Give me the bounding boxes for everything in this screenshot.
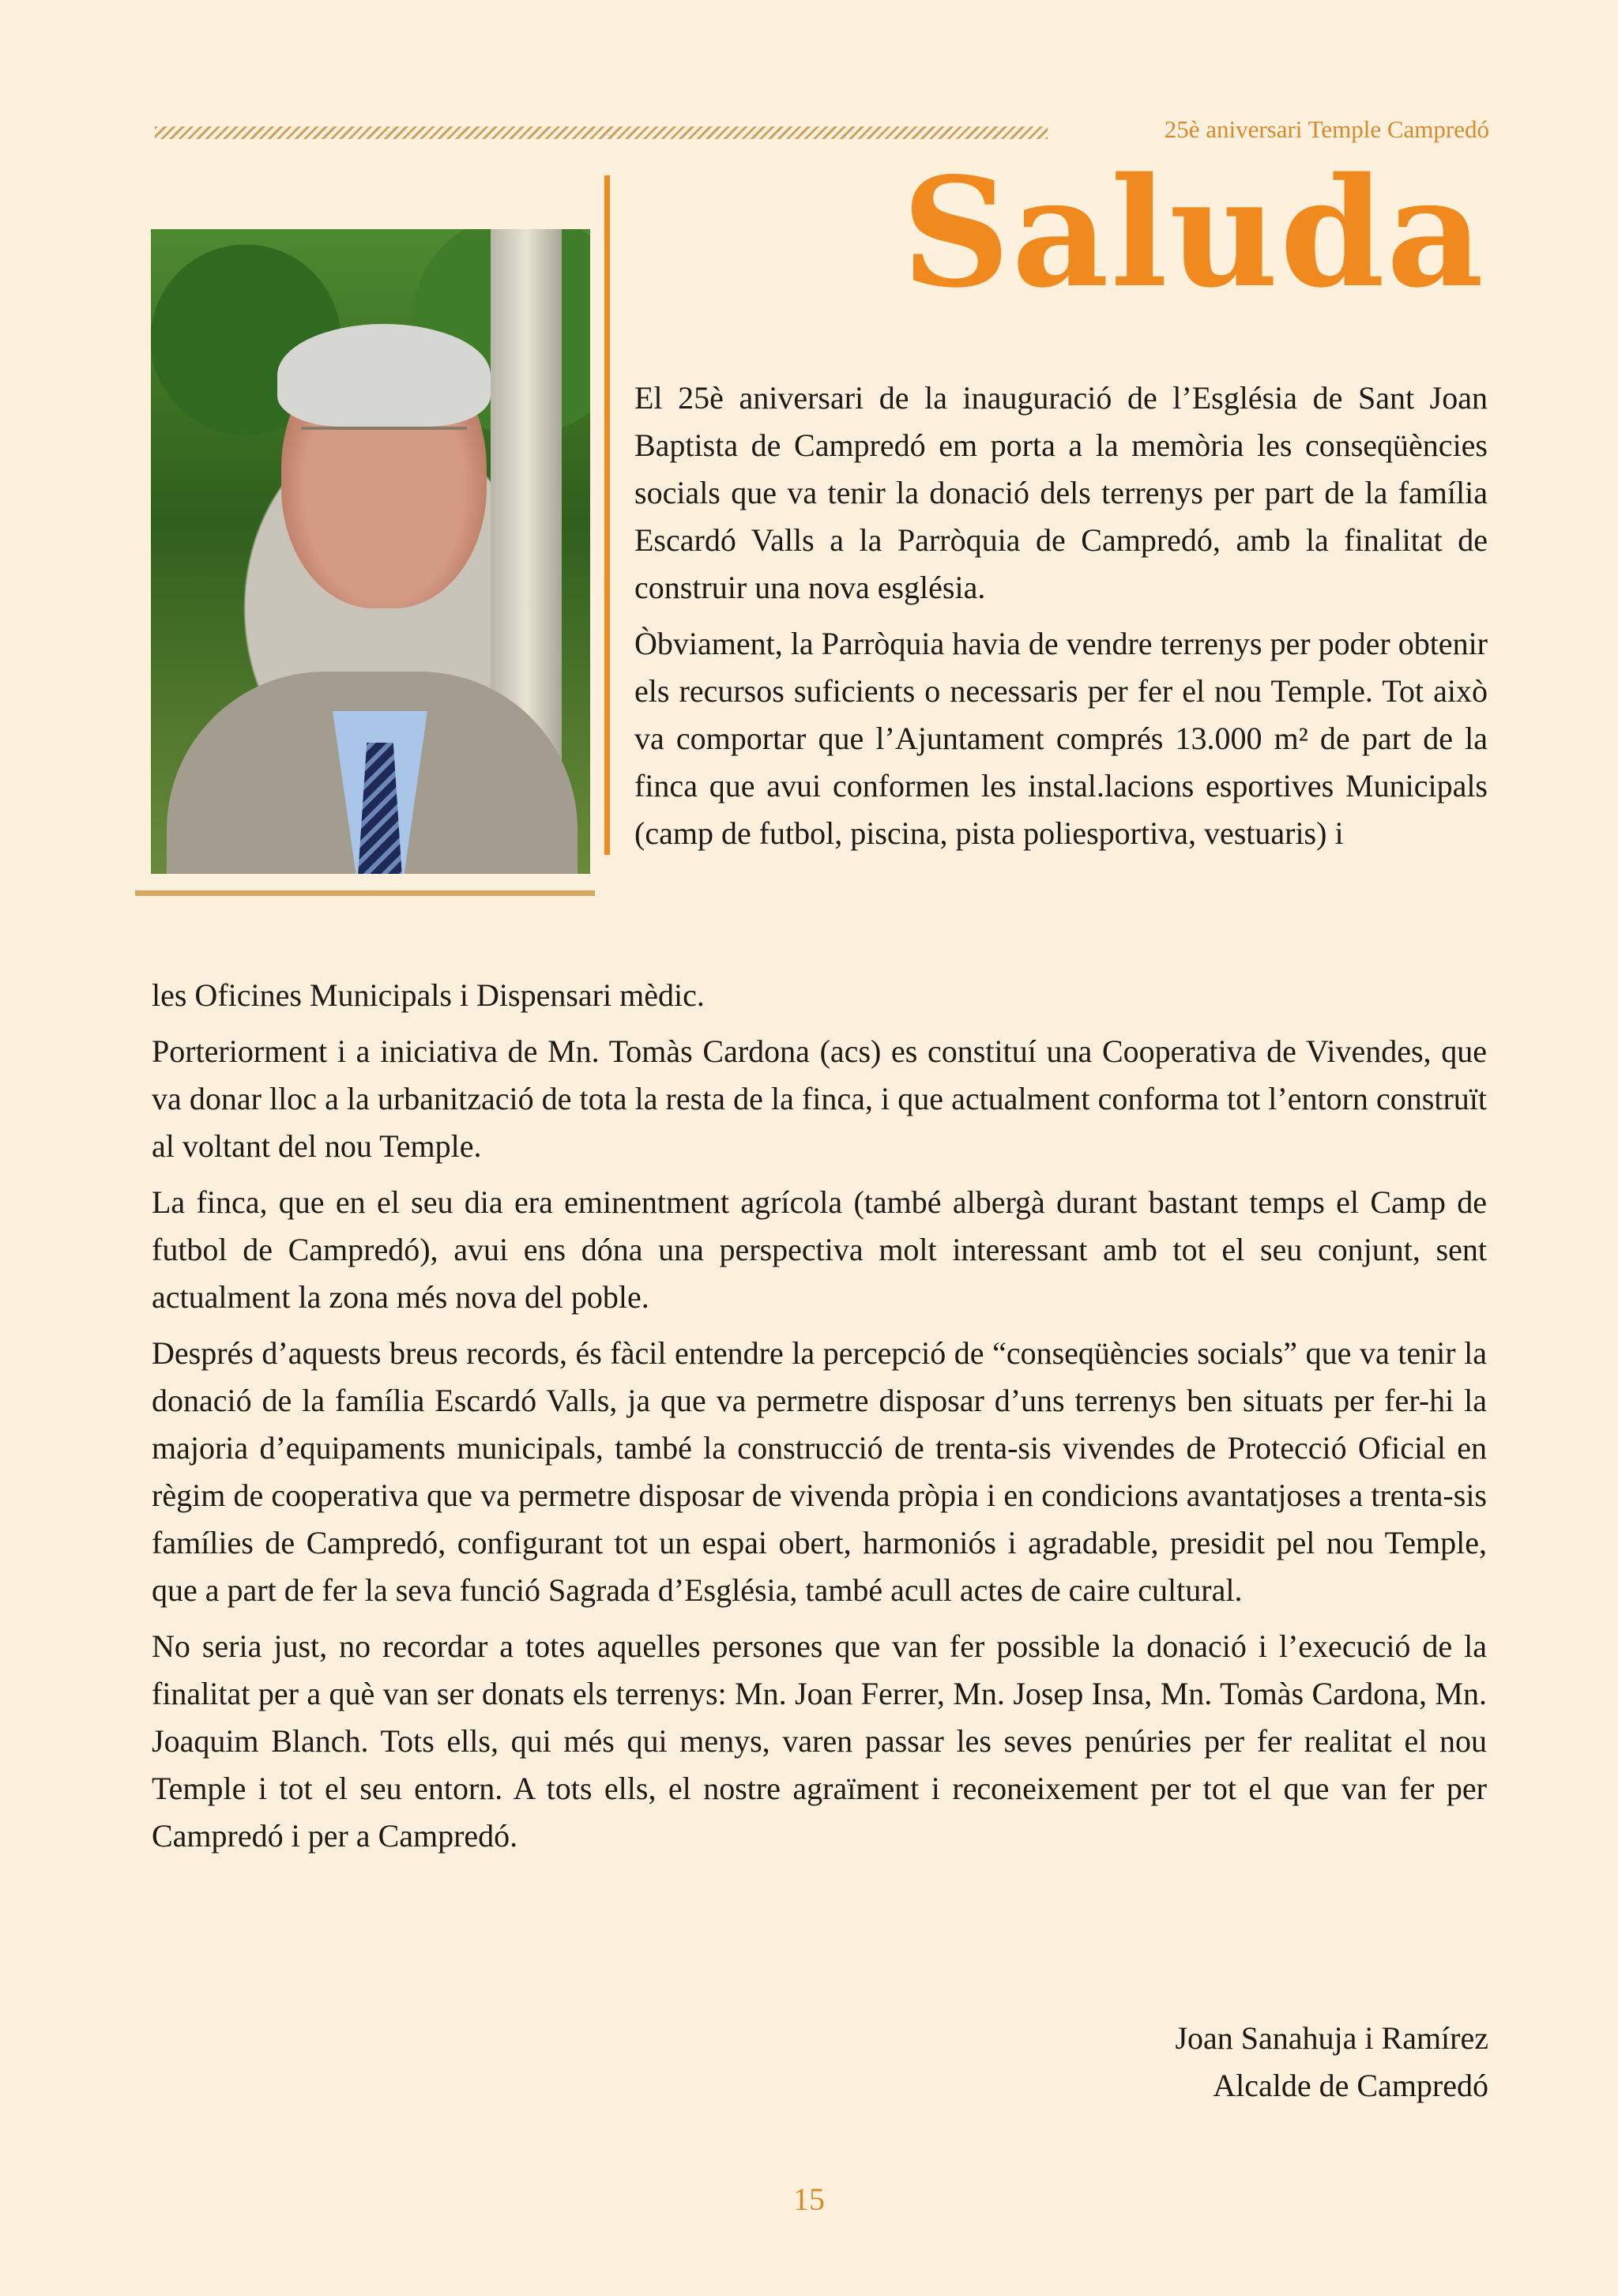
header-title: 25è aniversari Temple Campredó xyxy=(1164,115,1489,143)
article-paragraph: No seria just, no recordar a totes aquelles persones que van fer possible la donació i l’execució de la finalitat per a què van ser donats els terrenys: Mn. Joan Ferrer, Mn. Josep Insa, Mn. Tomàs Cardona, Mn. Joaquim Blanch. Tots ells, qui més qui menys, varen passar les seves penúries per fer realitat el nou Temple i tot el seu entorn. A tots ells, el nostre agraïment i reconeixement per tot el que van fer per Campredó i per a Campredó. xyxy=(152,1628,1487,1854)
photo-hair xyxy=(277,324,491,427)
article-title: Saluda xyxy=(901,145,1485,321)
portrait-photo xyxy=(151,229,590,874)
article-paragraph: Òbviament, la Parròquia havia de vendre terrenys per poder obtenir els recursos suficients o necessaris per fer el nou Temple. Tot això va comportar que l’Ajuntament comprés 13.000 m² de part de la finca que avui conformen les instal.lacions esportives Municipals (camp de futbol, piscina, pista poliesportiva, vestuaris) i xyxy=(634,626,1488,851)
article-paragraph: La finca, que en el seu dia era eminentment agrícola (també albergà durant bastant temps el Camp de futbol de Campredó), avui ens dóna una perspectiva molt interessant amb tot el seu conjunt, sent actualment la zona més nova del poble. xyxy=(152,1184,1487,1315)
header-decorative-rule xyxy=(155,126,1048,139)
article-paragraph: Després d’aquests breus records, és fàcil entendre la percepció de “conseqüències socials” que va tenir la donació de la família Escardó Valls, ja que va permetre disposar d’uns terrenys ben situats per fer-hi la majoria d’equipaments municipals, també la construcció de trenta-sis vivendes de Protecció Oficial en règim de cooperativa que va permetre disposar de vivenda pròpia i en condicions avantatjoses a trenta-sis famílies de Campredó, configurant tot un espai obert, harmoniós i agradable, presidit pel nou Temple, que a part de fer la seva funció Sagrada d’Església, també acull actes de caire cultural. xyxy=(152,1335,1487,1608)
article-paragraph: Porteriorment i a iniciativa de Mn. Tomàs Cardona (acs) es constituí una Cooperativa de Vivendes, que va donar lloc a la urbanització de tota la resta de la finca, i que actualment conforma tot l’entorn construït al voltant del nou Temple. xyxy=(152,1033,1487,1164)
signature-role: Alcalde de Campredó xyxy=(1213,2068,1488,2103)
article-paragraph: El 25è aniversari de la inauguració de l’Església de Sant Joan Baptista de Campredó em porta a la memòria les conseqüències socials que va tenir la donació dels terrenys per part de la família Escardó Valls a la Parròquia de Campredó, amb la finalitat de construir una nova església. xyxy=(634,380,1488,605)
signature-block xyxy=(948,2015,1488,2110)
vertical-accent-rule xyxy=(604,175,610,855)
article-full-width-text xyxy=(152,972,1487,1869)
photo-glasses xyxy=(301,427,467,477)
photo-underline-divider xyxy=(135,890,595,896)
article-column-text xyxy=(634,375,1488,866)
article-paragraph: les Oficines Municipals i Dispensari mèdic. xyxy=(152,977,705,1013)
signature-name: Joan Sanahuja i Ramírez xyxy=(1175,2020,1488,2056)
page-number: 15 xyxy=(793,2181,825,2217)
